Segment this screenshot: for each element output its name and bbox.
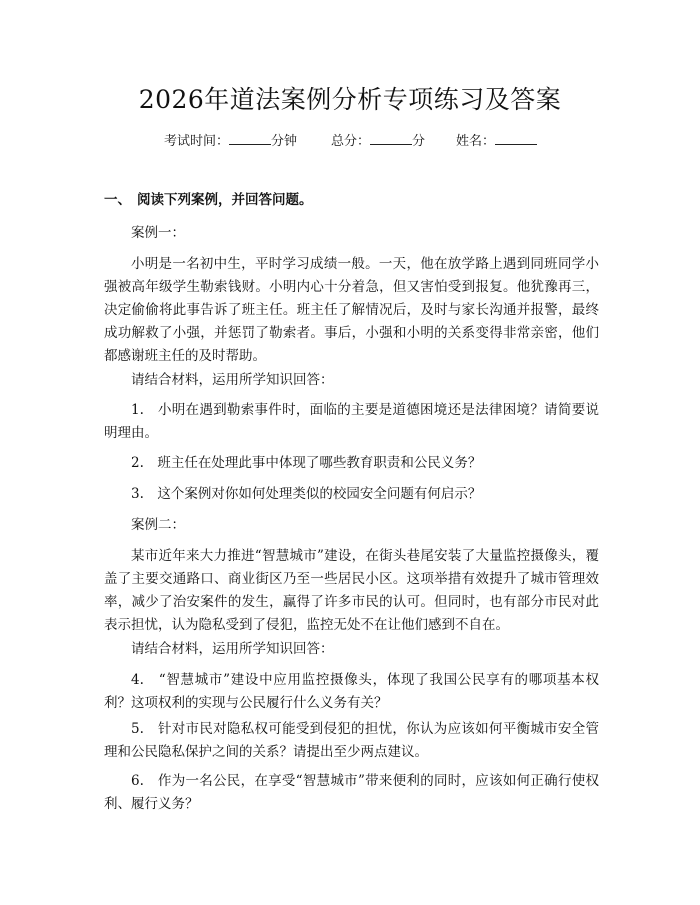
case2-text: 某市近年来大力推进“智慧城市”建设，在街头巷尾安装了大量监控摄像头，覆盖了主要交通路口、商业街区乃至一些居民小区。这项举措有效提升了城市管理效率，减少了治安案件的发生，赢得了许多市民的认可。但同时，也有部分市民对此表示担忧，认为隐私受到了侵犯，监控无处不在让他们感到不自在。 bbox=[104, 548, 599, 633]
question-6: 6. 作为一名公民，在享受“智慧城市”带来便利的同时，应该如何正确行使权利、履行义务？ bbox=[104, 773, 599, 812]
total-score-field bbox=[331, 132, 425, 152]
total-score-unit: 分 bbox=[412, 134, 426, 149]
case2-prompt: 请结合材料，运用所学知识回答： bbox=[131, 641, 334, 657]
exam-time-unit: 分钟 bbox=[271, 134, 298, 149]
question-2: 2. 班主任在处理此事中体现了哪些教育职责和公民义务？ bbox=[131, 455, 482, 471]
name-blank[interactable] bbox=[495, 132, 537, 145]
question-3: 3. 这个案例对你如何处理类似的校园安全问题有何启示？ bbox=[131, 486, 482, 502]
case2-label: 案例二： bbox=[131, 517, 185, 533]
section-title: 阅读下列案例，并回答问题。 bbox=[137, 192, 313, 208]
section-number: 一、 bbox=[104, 192, 131, 208]
section-heading bbox=[104, 190, 313, 210]
question-5: 5. 针对市民对隐私权可能受到侵犯的担忧，你认为应该如何平衡城市安全管理和公民隐私保护之间的关系？请提出至少两点建议。 bbox=[104, 721, 599, 760]
case1-label: 案例一： bbox=[131, 225, 185, 241]
exam-info-row bbox=[0, 132, 700, 152]
name-field bbox=[456, 132, 537, 152]
total-score-label: 总分： bbox=[331, 134, 371, 149]
case1-prompt: 请结合材料，运用所学知识回答： bbox=[131, 372, 334, 388]
case1-text: 小明是一名初中生，平时学习成绩一般。一天，他在放学路上遇到同班同学小强被高年级学生勒索钱财。小明内心十分着急，但又害怕受到报复。他犹豫再三，决定偷偷将此事告诉了班主任。班主任了解情况后，及时与家长沟通并报警，最终成功解救了小强，并惩罚了勒索者。事后，小强和小明的关系变得非常亲密，他们都感谢班主任的及时帮助。 bbox=[104, 256, 599, 364]
question-1: 1. 小明在遇到勒索事件时，面临的主要是道德困境还是法律困境？请简要说明理由。 bbox=[104, 402, 599, 441]
total-score-blank[interactable] bbox=[370, 132, 412, 145]
exam-time-label: 考试时间： bbox=[164, 134, 230, 149]
exam-time-blank[interactable] bbox=[229, 132, 271, 145]
exam-time-field bbox=[164, 132, 297, 152]
question-4: 4. “智慧城市”建设中应用监控摄像头，体现了我国公民享有的哪项基本权利？这项权利的实现与公民履行什么义务有关？ bbox=[104, 672, 599, 711]
name-label: 姓名： bbox=[456, 134, 496, 149]
page-title: 2026年道法案例分析专项练习及答案 bbox=[138, 85, 562, 114]
